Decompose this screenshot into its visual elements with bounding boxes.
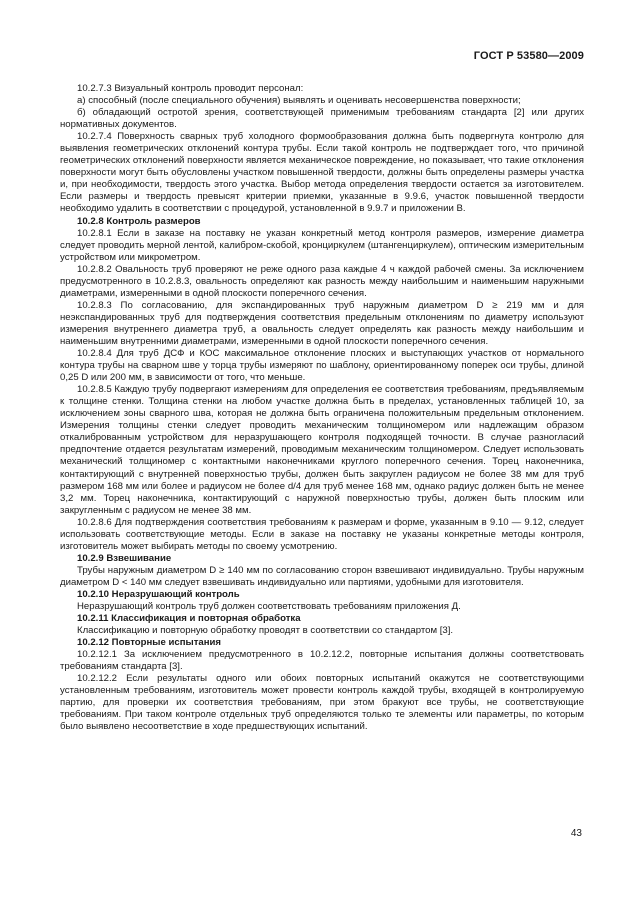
- section-heading: 10.2.8 Контроль размеров: [77, 215, 201, 227]
- paragraph: 10.2.7.4 Поверхность сварных труб холодного формообразования должна быть подвергнута контролю для выявления геометрических отклонений контура трубы. Если такой контроль не подтверждает того, что причиной геометрических отклонений поверхности является механическое повреждение, но показывает, что такие отклонения поверхности могут быть обусловлены участком повышенной твердости, должны быть определены размеры участка и, при необходимости, твердость этого участка. Выбор метода определения твердости остается за изготовителем. Если размеры и твердость превысят критерии приемки, указанные в 9.9.6, участок повышенной твердости необходимо удалить в соответствии с процедурой, установленной в 9.9.7 и приложении В.: [60, 131, 584, 215]
- paragraph: Неразрушающий контроль труб должен соответствовать требованиям приложения Д.: [77, 601, 461, 613]
- paragraph: 10.2.12.2 Если результаты одного или обоих повторных испытаний окажутся не соответствующими установленным требованиям, изготовитель может провести контроль каждой трубы, входящей в контролируемую партию, для проверки их соответствия требованиям, при этом бракуют все трубы, не соответствующие требованиям. При таком контроле отдельных труб определяются только те элементы или параметры, по которым было выявлено несоответствие в ходе предшествующих испытаний.: [60, 673, 584, 733]
- paragraph: 10.2.8.3 По согласованию, для экспандированных труб наружным диаметром D ≥ 219 мм и для неэкспандированных труб для подтверждения соответствия предельным отклонениям по диаметру используют измерения внутреннего диаметра труб, а овальность следует определять как разность между наибольшим и наименьшим внутренними диаметрами, измеренными в одной плоскости поперечного сечения.: [60, 299, 584, 347]
- page-body: [60, 83, 584, 734]
- section-heading: 10.2.10 Неразрушающий контроль: [77, 588, 240, 600]
- paragraph: 10.2.12.1 За исключением предусмотренного в 10.2.12.2, повторные испытания должны соответствовать требованиям стандарта [3].: [60, 649, 584, 673]
- section-heading: 10.2.12 Повторные испытания: [77, 637, 222, 649]
- paragraph: 10.2.8.6 Для подтверждения соответствия требованиям к размерам и форме, указанным в 9.10 — 9.12, следует использовать соответствующие методы. Если в заказе на поставку не указаны конкретные методы контроля, изготовитель может выбирать методы по своему усмотрению.: [60, 516, 584, 552]
- paragraph: 10.2.8.5 Каждую трубу подвергают измерениям для определения ее соответствия требованиям, предъявляемым к толщине стенки. Толщина стенки на любом участке должна быть в пределах, установленных таблицей 10, за исключением зоны сварного шва, которая не должна быть ограничена положительным предельным отклонением. Измерения толщины стенки следует проводить механическим толщиномером или надлежащим образом откалиброванным устройством для неразрушающего контроля подходящей точности. В случае разногласий предпочтение отдается результатам измерений, проводимым механическим толщиномером. Следует использовать механический толщиномер с контактными наконечниками круглого поперечного сечения. Торец наконечника, контактирующий с внутренней поверхностью трубы, должен быть закруглен радиусом не более 38 мм для труб размером 168 мм или более и радиусом не более d/4 для труб менее 168 мм, однако радиус должен быть не менее 3,2 мм. Торец наконечника, контактирующий с наружной поверхностью трубы, должен быть плоским или закругленным с радиусом не менее 38 мм.: [60, 384, 584, 516]
- paragraph: 10.2.8.2 Овальность труб проверяют не реже одного раза каждые 4 ч каждой рабочей смены. За исключением предусмотренного в 10.2.8.3, овальность определяют как разность между наибольшим и наименьшим наружными диаметрами, измеренными в одной плоскости поперечного сечения.: [60, 263, 584, 299]
- page-number: 43: [570, 828, 582, 839]
- section-heading: 10.2.9 Взвешивание: [77, 552, 172, 564]
- paragraph: 10.2.8.1 Если в заказе на поставку не указан конкретный метод контроля размеров, измерение диаметра следует проводить мерной лентой, калибром-скобой, кронциркулем (штангенциркулем), оптическим измерительным устройством или микрометром.: [60, 227, 584, 263]
- section-heading: 10.2.11 Классификация и повторная обработка: [77, 613, 301, 625]
- paragraph: 10.2.7.3 Визуальный контроль проводит персонал:: [77, 83, 304, 94]
- paragraph: Трубы наружным диаметром D ≥ 140 мм по согласованию сторон взвешивают индивидуально. Трубы наружным диаметром D < 140 мм следует взвешивать индивидуально или партиями, удобными для изготовителя.: [60, 564, 584, 588]
- paragraph: 10.2.8.4 Для труб ДСФ и КОС максимальное отклонение плоских и выступающих участков от нормального контура трубы на сварном шве у торца трубы измеряют по шаблону, ориентированному поперек оси трубы, длиной 0,25 D или 200 мм, в зависимости от того, что меньше.: [60, 348, 584, 384]
- document-code: ГОСТ Р 53580—2009: [473, 50, 584, 62]
- paragraph: б) обладающий остротой зрения, соответствующей применимым требованиям стандарта [2] или других нормативных документов.: [60, 107, 584, 131]
- paragraph: а) способный (после специального обучения) выявлять и оценивать несовершенства поверхности;: [77, 95, 521, 107]
- paragraph: Классификацию и повторную обработку проводят в соответствии со стандартом [3].: [77, 625, 454, 637]
